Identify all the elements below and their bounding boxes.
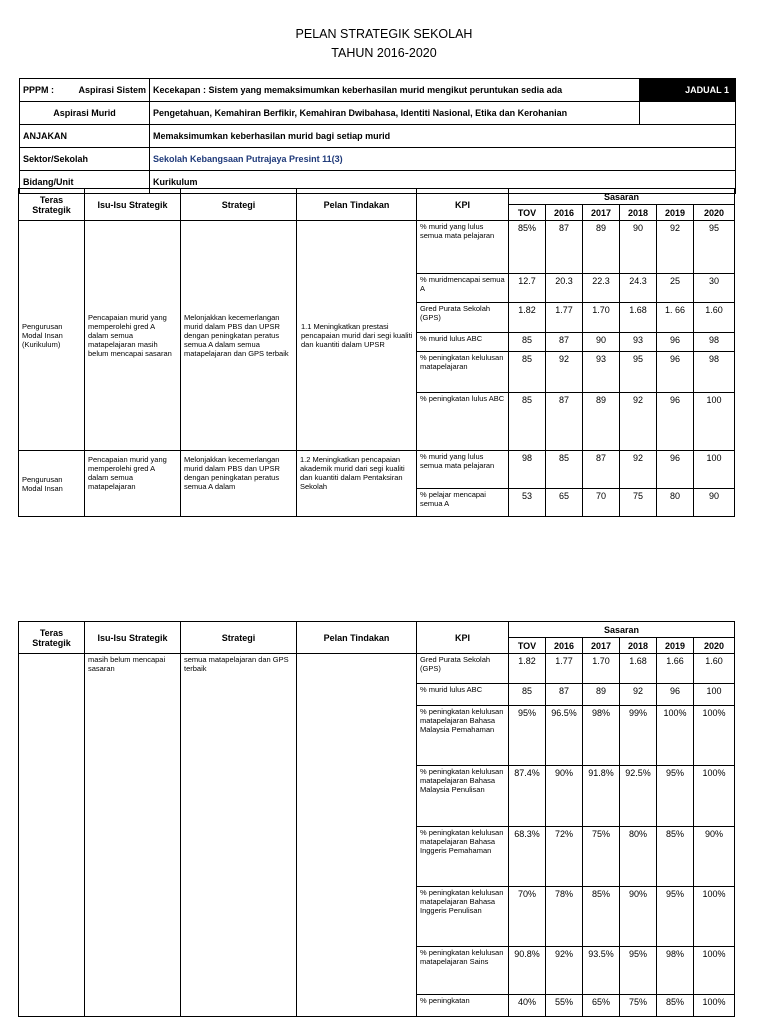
anjakan-value: Memaksimumkan keberhasilan murid bagi setiap murid [150, 125, 736, 148]
value-cell: 1.66 [657, 654, 694, 684]
value-cell: 100% [694, 995, 735, 1017]
value-cell: 93 [583, 352, 620, 393]
value-cell: 96 [657, 333, 694, 352]
value-cell: 90% [620, 887, 657, 947]
strategi-cell: Melonjakkan kecemerlangan murid dalam PBS dan UPSR dengan peningkatan peratus semua A dalam semua matapelajaran dan GPS terbaik [181, 221, 297, 451]
value-cell: 85% [509, 221, 546, 274]
teras-cell: Pengurusan Modal Insan [19, 451, 85, 517]
aspirasi-sistem-text: Aspirasi Sistem [78, 85, 146, 95]
value-cell: 98 [509, 451, 546, 489]
header-year: 2016 [546, 205, 583, 221]
strategic-plan-table-1 [18, 188, 735, 517]
header-sasaran: Sasaran [509, 622, 735, 638]
value-cell: 87 [546, 221, 583, 274]
value-cell: 90 [620, 221, 657, 274]
value-cell: 85 [546, 451, 583, 489]
empty-cell [640, 102, 736, 125]
kpi-cell: % peningkatan kelulusan matapelajaran Bahasa Malaysia Pemahaman [417, 706, 509, 766]
page-title [0, 25, 768, 63]
value-cell: 55% [546, 995, 583, 1017]
header-teras: Teras Strategik [19, 622, 85, 654]
kpi-cell: % peningkatan kelulusan matapelajaran Bahasa Inggeris Penulisan [417, 887, 509, 947]
header-kpi: KPI [417, 189, 509, 221]
value-cell: 95 [620, 352, 657, 393]
value-cell: 87 [583, 451, 620, 489]
value-cell: 100% [694, 947, 735, 995]
value-cell: 65% [583, 995, 620, 1017]
value-cell: 87.4% [509, 766, 546, 827]
value-cell: 90 [583, 333, 620, 352]
value-cell: 72% [546, 827, 583, 887]
value-cell: 93.5% [583, 947, 620, 995]
header-year: TOV [509, 205, 546, 221]
header-isu: Isu-Isu Strategik [85, 189, 181, 221]
value-cell: 53 [509, 489, 546, 517]
value-cell: 85 [509, 684, 546, 706]
header-isu: Isu-Isu Strategik [85, 622, 181, 654]
kpi-cell: % peningkatan kelulusan matapelajaran Bahasa Malaysia Penulisan [417, 766, 509, 827]
value-cell: 78% [546, 887, 583, 947]
value-cell: 92 [620, 451, 657, 489]
aspirasi-sistem-value: Kecekapan : Sistem yang memaksimumkan keberhasilan murid mengikut peruntukan sedia ada [150, 79, 640, 102]
value-cell: 95% [620, 947, 657, 995]
value-cell: 98 [694, 352, 735, 393]
header-year: 2020 [694, 638, 735, 654]
value-cell: 96 [657, 393, 694, 451]
kpi-cell: Gred Purata Sekolah (GPS) [417, 303, 509, 333]
table-row [19, 654, 735, 684]
kpi-cell: % peningkatan kelulusan matapelajaran Bahasa Inggeris Pemahaman [417, 827, 509, 887]
kpi-cell: % muridmencapai semua A [417, 274, 509, 303]
kpi-cell: % peningkatan lulus ABC [417, 393, 509, 451]
header-year: 2018 [620, 638, 657, 654]
teras-cell: Pengurusan Modal Insan (Kurikulum) [19, 221, 85, 451]
value-cell: 95% [657, 887, 694, 947]
value-cell: 95% [509, 706, 546, 766]
isu-cell: masih belum mencapai sasaran [85, 654, 181, 1017]
value-cell: 92 [546, 352, 583, 393]
value-cell: 98% [657, 947, 694, 995]
value-cell: 99% [620, 706, 657, 766]
anjakan-label: ANJAKAN [20, 125, 150, 148]
value-cell: 92 [657, 221, 694, 274]
pppm-label: PPPM : [23, 85, 55, 95]
aspirasi-sistem-label [20, 79, 150, 102]
value-cell: 85% [657, 827, 694, 887]
header-teras: Teras Strategik [19, 189, 85, 221]
value-cell: 85 [509, 393, 546, 451]
kpi-cell: % peningkatan kelulusan matapelajaran Sains [417, 947, 509, 995]
bidang-label: Bidang/Unit [20, 171, 150, 194]
pelan-cell [297, 654, 417, 1017]
header-year: 2017 [583, 638, 620, 654]
value-cell: 85 [509, 352, 546, 393]
value-cell: 1.70 [583, 303, 620, 333]
value-cell: 96 [657, 352, 694, 393]
value-cell: 90% [546, 766, 583, 827]
value-cell: 100 [694, 451, 735, 489]
value-cell: 90 [694, 489, 735, 517]
value-cell: 1.77 [546, 303, 583, 333]
table-row [19, 221, 735, 274]
isu-cell: Pencapaian murid yang memperolehi gred A dalam semua matapelajaran [85, 451, 181, 517]
value-cell: 92.5% [620, 766, 657, 827]
header-pelan: Pelan Tindakan [297, 189, 417, 221]
pelan-cell: 1.2 Meningkatkan pencapaian akademik murid dari segi kualiti dan kuantiti dalam Pentaksiran Sekolah [297, 451, 417, 517]
header-year: 2018 [620, 205, 657, 221]
header-pelan: Pelan Tindakan [297, 622, 417, 654]
value-cell: 100% [694, 766, 735, 827]
kpi-cell: % peningkatan [417, 995, 509, 1017]
value-cell: 100% [657, 706, 694, 766]
value-cell: 40% [509, 995, 546, 1017]
sektor-value: Sekolah Kebangsaan Putrajaya Presint 11(3) [150, 148, 736, 171]
value-cell: 91.8% [583, 766, 620, 827]
value-cell: 90.8% [509, 947, 546, 995]
aspirasi-murid-value: Pengetahuan, Kemahiran Berfikir, Kemahiran Dwibahasa, Identiti Nasional, Etika dan Kerohanian [150, 102, 640, 125]
value-cell: 1.60 [694, 654, 735, 684]
value-cell: 89 [583, 393, 620, 451]
value-cell: 92 [620, 393, 657, 451]
value-cell: 1.82 [509, 303, 546, 333]
value-cell: 80 [657, 489, 694, 517]
header-year: 2016 [546, 638, 583, 654]
value-cell: 12.7 [509, 274, 546, 303]
value-cell: 1.82 [509, 654, 546, 684]
group-1-body [19, 221, 735, 451]
value-cell: 92 [620, 684, 657, 706]
kpi-cell: % murid lulus ABC [417, 333, 509, 352]
value-cell: 1.68 [620, 303, 657, 333]
value-cell: 65 [546, 489, 583, 517]
value-cell: 89 [583, 684, 620, 706]
value-cell: 89 [583, 221, 620, 274]
header-year: 2019 [657, 205, 694, 221]
value-cell: 95 [694, 221, 735, 274]
value-cell: 98% [583, 706, 620, 766]
kpi-cell: Gred Purata Sekolah (GPS) [417, 654, 509, 684]
value-cell: 95% [657, 766, 694, 827]
value-cell: 25 [657, 274, 694, 303]
value-cell: 1. 66 [657, 303, 694, 333]
title-line-1: PELAN STRATEGIK SEKOLAH [295, 27, 473, 41]
value-cell: 87 [546, 684, 583, 706]
kpi-cell: % murid yang lulus semua mata pelajaran [417, 451, 509, 489]
value-cell: 75 [620, 489, 657, 517]
pelan-cell: 1.1 Meningkatkan prestasi pencapaian murid dari segi kualiti dan kuantiti dalam UPSR [297, 221, 417, 451]
value-cell: 87 [546, 393, 583, 451]
table-row [19, 451, 735, 489]
header-year: 2020 [694, 205, 735, 221]
value-cell: 100 [694, 684, 735, 706]
value-cell: 80% [620, 827, 657, 887]
strategi-cell: semua matapelajaran dan GPS terbaik [181, 654, 297, 1017]
value-cell: 96.5% [546, 706, 583, 766]
value-cell: 96 [657, 684, 694, 706]
header-year: TOV [509, 638, 546, 654]
value-cell: 92% [546, 947, 583, 995]
isu-cell: Pencapaian murid yang memperolehi gred A dalam semua matapelajaran masih belum mencapai sasaran [85, 221, 181, 451]
kpi-cell: % peningkatan kelulusan matapelajaran [417, 352, 509, 393]
value-cell: 68.3% [509, 827, 546, 887]
value-cell: 70% [509, 887, 546, 947]
header-strategi: Strategi [181, 622, 297, 654]
group-2-body [19, 451, 735, 517]
title-line-2: TAHUN 2016-2020 [331, 46, 437, 60]
value-cell: 1.77 [546, 654, 583, 684]
value-cell: 85% [583, 887, 620, 947]
value-cell: 96 [657, 451, 694, 489]
value-cell: 100 [694, 393, 735, 451]
kpi-cell: % pelajar mencapai semua A [417, 489, 509, 517]
header-strategi: Strategi [181, 189, 297, 221]
value-cell: 24.3 [620, 274, 657, 303]
value-cell: 90% [694, 827, 735, 887]
sektor-label: Sektor/Sekolah [20, 148, 150, 171]
value-cell: 1.60 [694, 303, 735, 333]
kpi-cell: % murid yang lulus semua mata pelajaran [417, 221, 509, 274]
value-cell: 30 [694, 274, 735, 303]
bidang-value: Kurikulum [150, 171, 736, 194]
value-cell: 93 [620, 333, 657, 352]
header-kpi: KPI [417, 622, 509, 654]
value-cell: 70 [583, 489, 620, 517]
header-year: 2019 [657, 638, 694, 654]
value-cell: 85 [509, 333, 546, 352]
value-cell: 1.70 [583, 654, 620, 684]
value-cell: 100% [694, 706, 735, 766]
value-cell: 1.68 [620, 654, 657, 684]
aspirasi-murid-label: Aspirasi Murid [20, 102, 150, 125]
value-cell: 87 [546, 333, 583, 352]
value-cell: 75% [620, 995, 657, 1017]
strategic-plan-table-2 [18, 621, 735, 1017]
teras-cell [19, 654, 85, 1017]
value-cell: 98 [694, 333, 735, 352]
value-cell: 22.3 [583, 274, 620, 303]
header-sasaran: Sasaran [509, 189, 735, 205]
value-cell: 100% [694, 887, 735, 947]
value-cell: 75% [583, 827, 620, 887]
value-cell: 85% [657, 995, 694, 1017]
header-year: 2017 [583, 205, 620, 221]
info-table [19, 78, 736, 194]
jadual-label: JADUAL 1 [640, 79, 736, 102]
kpi-cell: % murid lulus ABC [417, 684, 509, 706]
value-cell: 20.3 [546, 274, 583, 303]
strategi-cell: Melonjakkan kecemerlangan murid dalam PBS dan UPSR dengan peningkatan peratus semua A dalam [181, 451, 297, 517]
